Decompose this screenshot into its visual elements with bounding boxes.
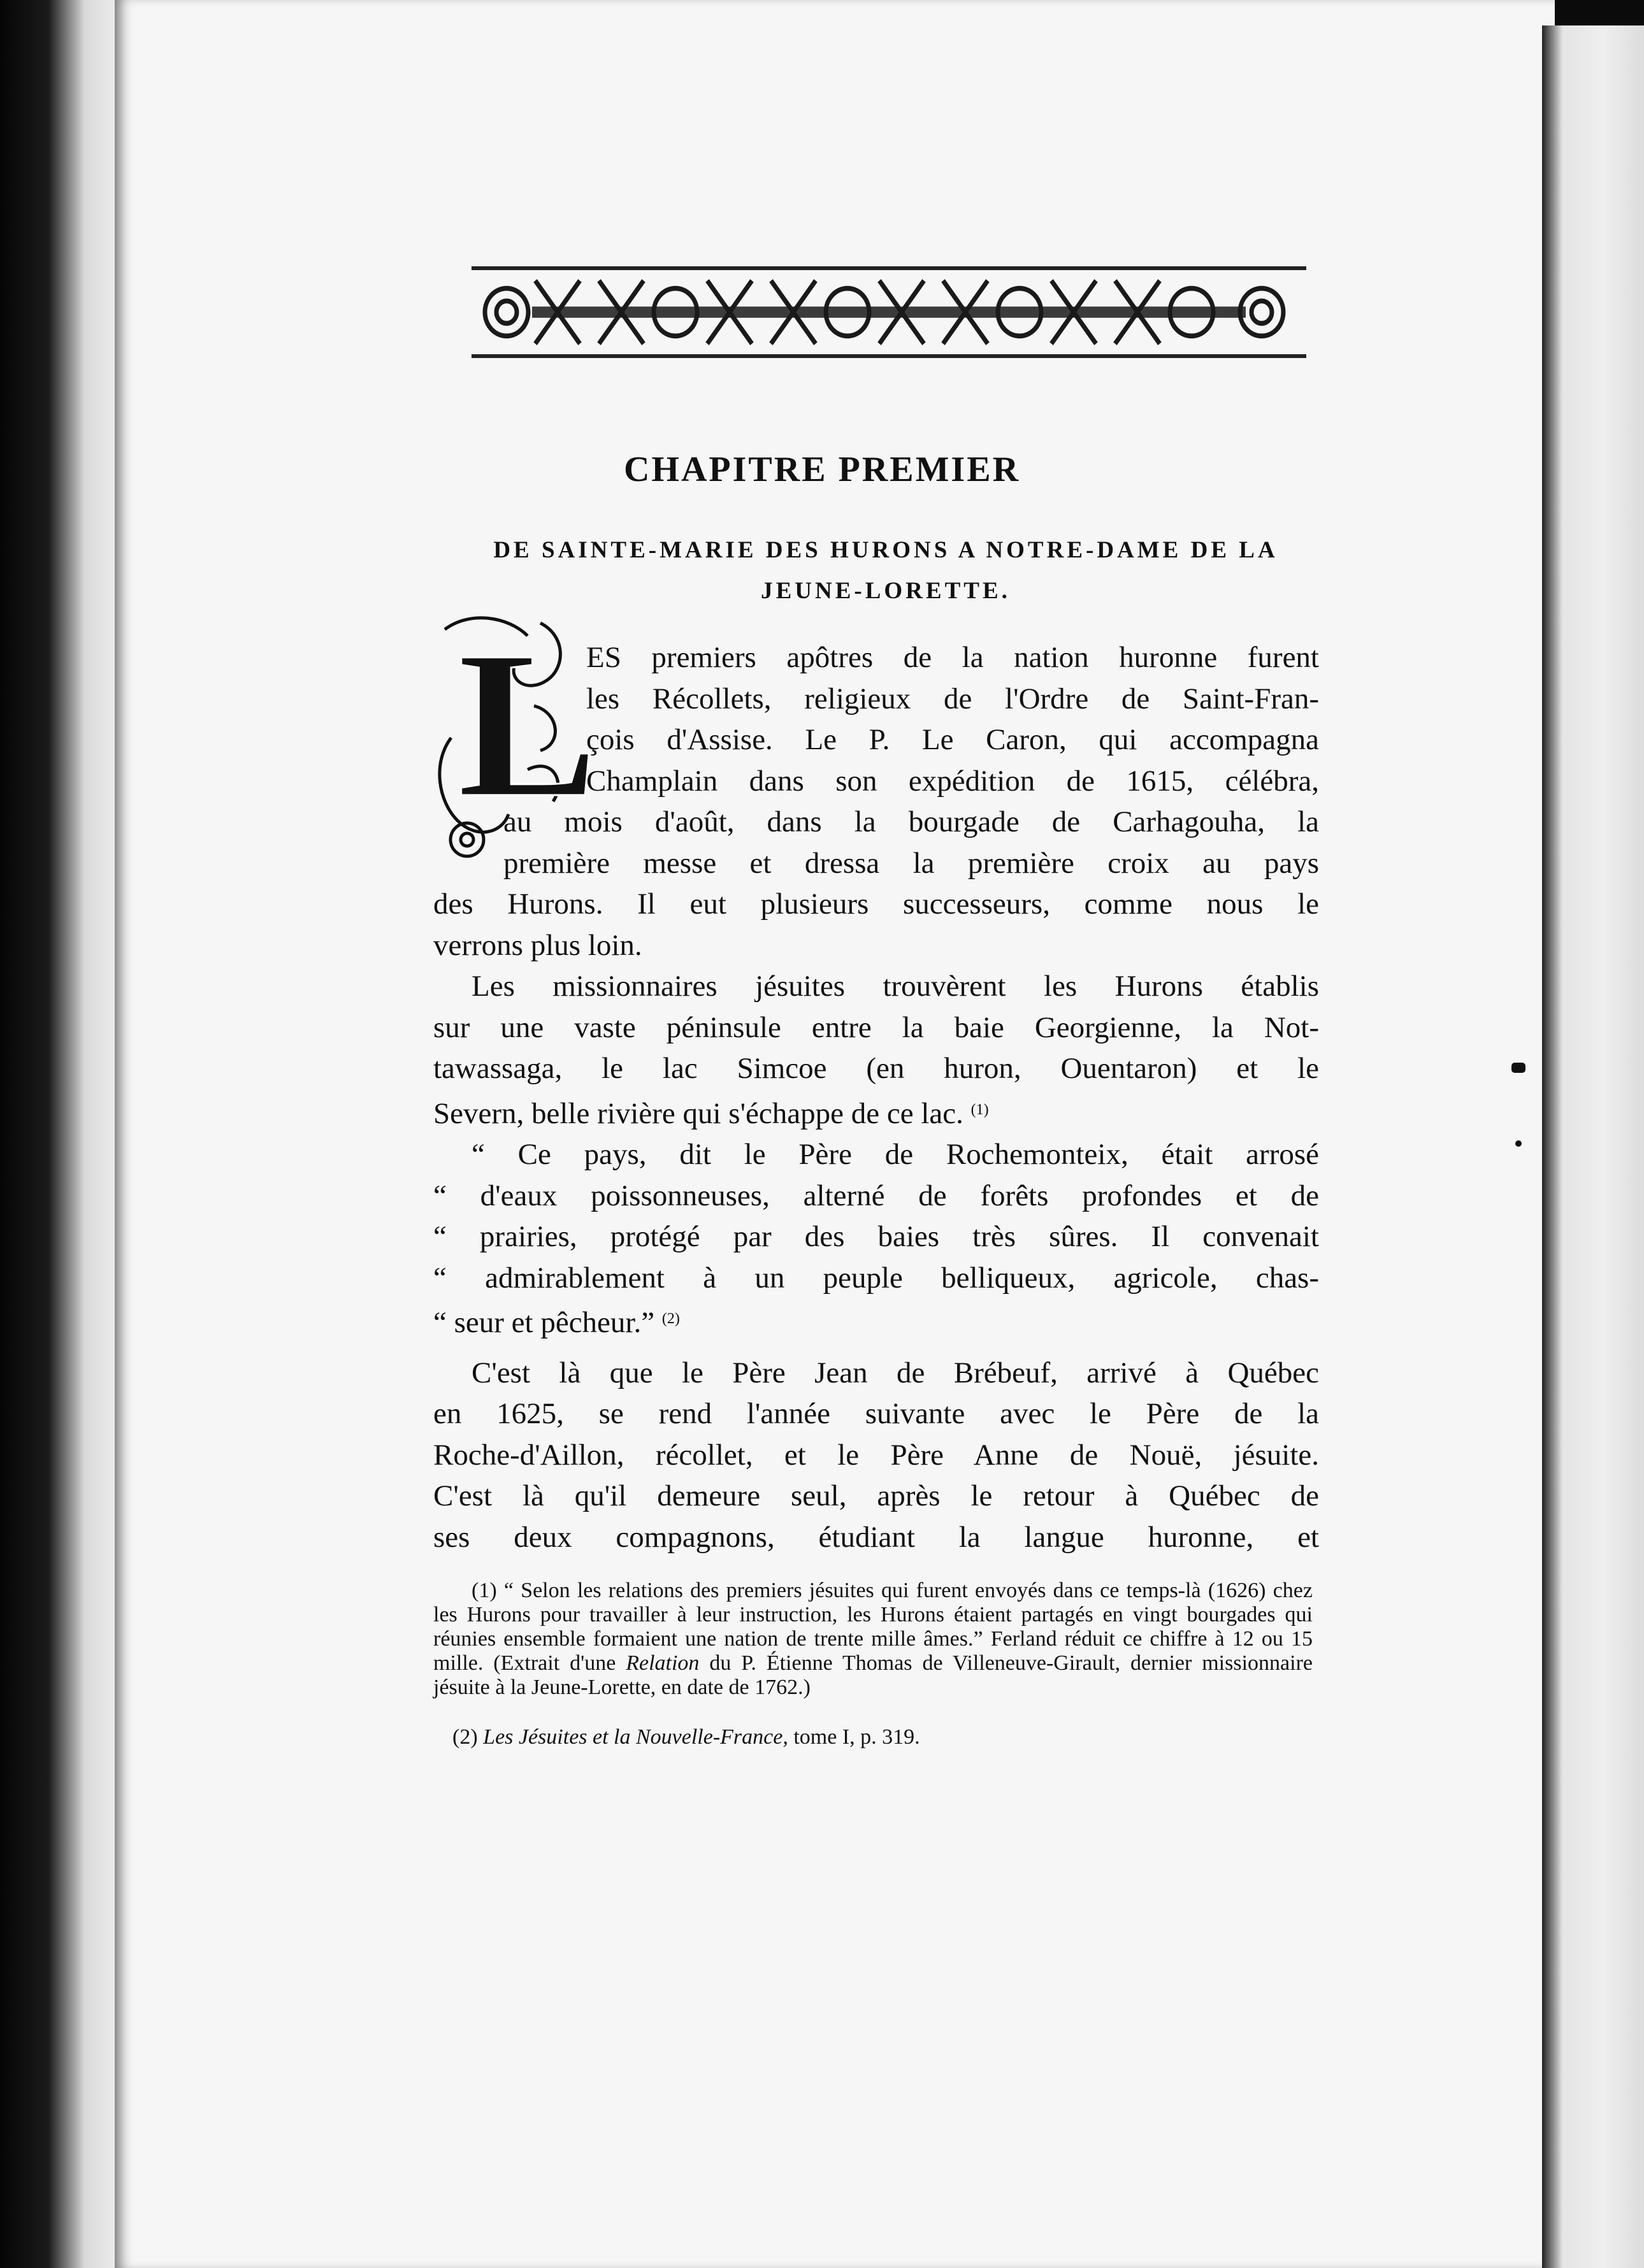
text-line: C'est là que le Père Jean de Brébeuf, arrivé à Québec <box>472 1356 1319 1389</box>
footnote-text: du P. Étienne Thomas de Villeneuve-Girault, dernier missionnaire jésuite à la Jeune-Lorette, en date de 1762.) <box>433 1651 1313 1699</box>
text-line: çois d'Assise. Le P. Le Caron, qui accompagna <box>586 723 1319 756</box>
footnote-ref-1: (1) <box>970 1101 989 1118</box>
left-page-edge <box>0 0 121 2268</box>
right-page-edge <box>1542 25 1644 2268</box>
text-line <box>433 1298 1319 1344</box>
paragraph-1 <box>433 637 1319 966</box>
footnote-text: (1) “ Selon les relations des premiers jésuites qui furent envoyés dans ce temps-là (1626) chez les Hurons pour travailler à leur instruction, les Hurons étaient partagés en vingt bourgades qui réunies ensemble formaient une nation de trente mille âmes.” Ferland réduit ce chiffre à 12 ou 15 mille. (Extrait d'une <box>433 1579 1313 1675</box>
text-line: les Récollets, religieux de l'Ordre de Saint-Fran- <box>586 682 1319 715</box>
binding-mark <box>1511 1063 1525 1073</box>
text-line: “ admirablement à un peuple belliqueux, agricole, chas- <box>433 1261 1319 1295</box>
footnote-number: (2) <box>452 1725 484 1749</box>
footnote-ref-2: (2) <box>661 1310 680 1327</box>
text-line: Les missionnaires jésuites trouvèrent les Hurons établis <box>472 970 1319 1003</box>
header-ornament <box>472 266 1306 358</box>
text-line: première messe et dressa la première croix au pays <box>503 846 1319 880</box>
text-line: au mois d'août, dans la bourgade de Carhagouha, la <box>503 805 1319 838</box>
footnote-text: tome I, p. 319. <box>788 1725 920 1749</box>
text-line: tawassaga, le lac Simcoe (en huron, Ouentaron) et le <box>433 1052 1319 1085</box>
drop-cap-letter: L <box>458 608 598 841</box>
text-segment: “ seur et pêcheur.” <box>433 1306 655 1339</box>
paragraph-2 <box>433 966 1319 1134</box>
footnote-italic: Relation <box>626 1651 700 1675</box>
footnote-2 <box>433 1725 1313 1749</box>
text-line: sur une vaste péninsule entre la baie Georgienne, la Not- <box>433 1010 1319 1044</box>
chapter-title: CHAPITRE PREMIER <box>623 450 1021 489</box>
chapter-subtitle: DE SAINTE-MARIE DES HURONS A NOTRE-DAME DE LA JEUNE-LORETTE. <box>493 537 1278 604</box>
text-line: C'est là qu'il demeure seul, après le retour à Québec de <box>433 1479 1319 1512</box>
text-line: en 1625, se rend l'année suivante avec le Père de la <box>433 1397 1319 1430</box>
text-segment: Severn, belle rivière qui s'échappe de ce lac. <box>433 1096 963 1130</box>
footnote-italic: Les Jésuites et la Nouvelle-France, <box>483 1725 788 1749</box>
footnote-1 <box>433 1579 1313 1700</box>
paragraph-3 <box>433 1134 1319 1344</box>
text-line: “ Ce pays, dit le Père de Rochemonteix, était arrosé <box>472 1138 1319 1171</box>
text-line: “ prairies, protégé par des baies très sûres. Il convenait <box>433 1220 1319 1253</box>
text-line: Champlain dans son expédition de 1615, célébra, <box>586 764 1319 798</box>
text-line: ES premiers apôtres de la nation huronne furent <box>586 641 1319 674</box>
text-line: verrons plus loin. <box>433 928 642 962</box>
text-line: ses deux compagnons, étudiant la langue huronne, et <box>433 1520 1319 1554</box>
text-line: “ d'eaux poissonneuses, alterné de forêts profondes et de <box>433 1179 1319 1212</box>
binding-mark <box>1515 1140 1522 1147</box>
text-line: Roche-d'Aillon, récollet, et le Père Anne de Nouë, jésuite. <box>433 1438 1319 1472</box>
paragraph-4 <box>433 1353 1319 1558</box>
footnotes <box>433 1579 1313 1762</box>
body-text <box>433 637 1319 1558</box>
text-line: des Hurons. Il eut plusieurs successeurs, comme nous le <box>433 887 1319 921</box>
text-line <box>433 1089 1319 1135</box>
